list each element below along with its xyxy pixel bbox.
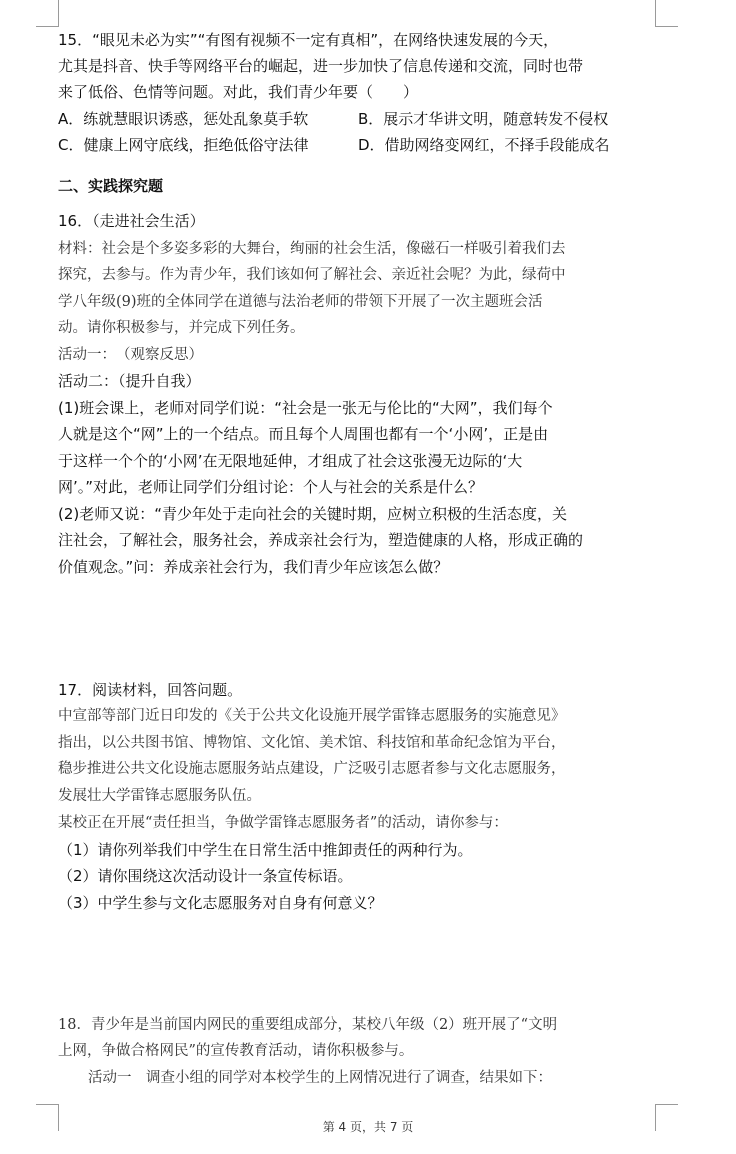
q15-line-2: 尤其是抖音、快手等网络平台的崛起，进一步加快了信息传递和交流，同时也带 [58,57,584,75]
q17-question-1: （1）请你列举我们中学生在日常生活中推卸责任的两种行为。 [58,841,473,859]
q16-activity-2: 活动二：（提升自我） [58,372,201,390]
q17-material-line-5: 某校正在开展“责任担当，争做学雷锋志愿服务者”的活动，请你参与： [58,815,508,831]
q15-line-1: 15．“眼见未必为实”“有图有视频不一定有真相”，在网络快速发展的今天， [58,31,559,49]
q16-part2-line-2: 注社会，了解社会，服务社会，养成亲社会行为，塑造健康的人格，形成正确的 [58,531,584,549]
q15-option-a: A．练就慧眼识诱惑，惩处乱象莫手软 [58,110,309,128]
q15-line-3: 来了低俗、色情等问题。对此，我们青少年要（ ） [58,83,419,101]
q16-title: 16．（走进社会生活） [58,212,205,230]
q16-material-line-1: 材料：社会是个多姿多彩的大舞台，绚丽的社会生活，像磁石一样吸引着我们去 [58,241,566,257]
q17-question-3: （3）中学生参与文化志愿服务对自身有何意义？ [58,894,383,912]
q16-part1-line-1: (1)班会课上，老师对同学们说：“社会是一张无与伦比的“大网”，我们每个 [58,399,553,417]
q17-material-line-3: 稳步推进公共文化设施志愿服务站点建设，广泛吸引志愿者参与文化志愿服务， [58,761,566,777]
q16-part1-line-2: 人就是这个“网”上的一个结点。而且每个人周围也都有一个‘小网’，正是由 [58,425,549,443]
q18-line-3: 活动一 调查小组的同学对本校学生的上网情况进行了调查，结果如下： [88,1070,552,1086]
q16-material-line-3: 学八年级(9)班的全体同学在道德与法治老师的带领下开展了一次主题班会活 [58,294,543,310]
q15-option-d: D．借助网络变网红，不择手段能成名 [358,136,610,154]
q17-question-2: （2）请你围绕这次活动设计一条宣传标语。 [58,867,353,885]
q18-line-1: 18．青少年是当前国内网民的重要组成部分，某校八年级（2）班开展了“文明 [58,1017,558,1033]
crop-mark-top-right [655,0,678,27]
q16-part1-line-4: 网’。”对此，老师让同学们分组讨论：个人与社会的关系是什么？ [58,478,484,496]
q18-line-2: 上网，争做合格网民”的宣传教育活动，请你积极参与。 [58,1043,414,1059]
q15-option-b: B．展示才华讲文明，随意转发不侵权 [358,110,609,128]
q17-material-line-2: 指出，以公共图书馆、博物馆、文化馆、美术馆、科技馆和革命纪念馆为平台， [58,735,566,751]
q16-material-line-4: 动。请你积极参与，并完成下列任务。 [58,320,305,336]
q16-activity-1: 活动一： （观察反思） [58,347,203,363]
q16-material-line-2: 探究，去参与。作为青少年，我们该如何了解社会、亲近社会呢？为此，绿荷中 [58,267,566,283]
q16-part2-line-1: (2)老师又说：“青少年处于走向社会的关键时期，应树立积极的生活态度，关 [58,505,568,523]
section-title: 二、实践探究题 [58,177,164,195]
crop-mark-top-left [36,0,59,27]
q16-part1-line-3: 于这样一个个的‘小网’在无限地延伸，才组成了社会这张漫无边际的‘大 [58,452,523,470]
q15-option-c: C．健康上网守底线，拒绝低俗守法律 [58,136,309,154]
q17-material-line-1: 中宣部等部门近日印发的《关于公共文化设施开展学雷锋志愿服务的实施意见》 [58,708,566,724]
page-footer: 第 4 页，共 7 页 [322,1120,414,1134]
q16-part2-line-3: 价值观念。”问：养成亲社会行为，我们青少年应该怎么做？ [58,558,449,576]
q17-title: 17．阅读材料，回答问题。 [58,681,243,699]
q17-material-line-4: 发展壮大学雷锋志愿服务队伍。 [58,788,261,804]
